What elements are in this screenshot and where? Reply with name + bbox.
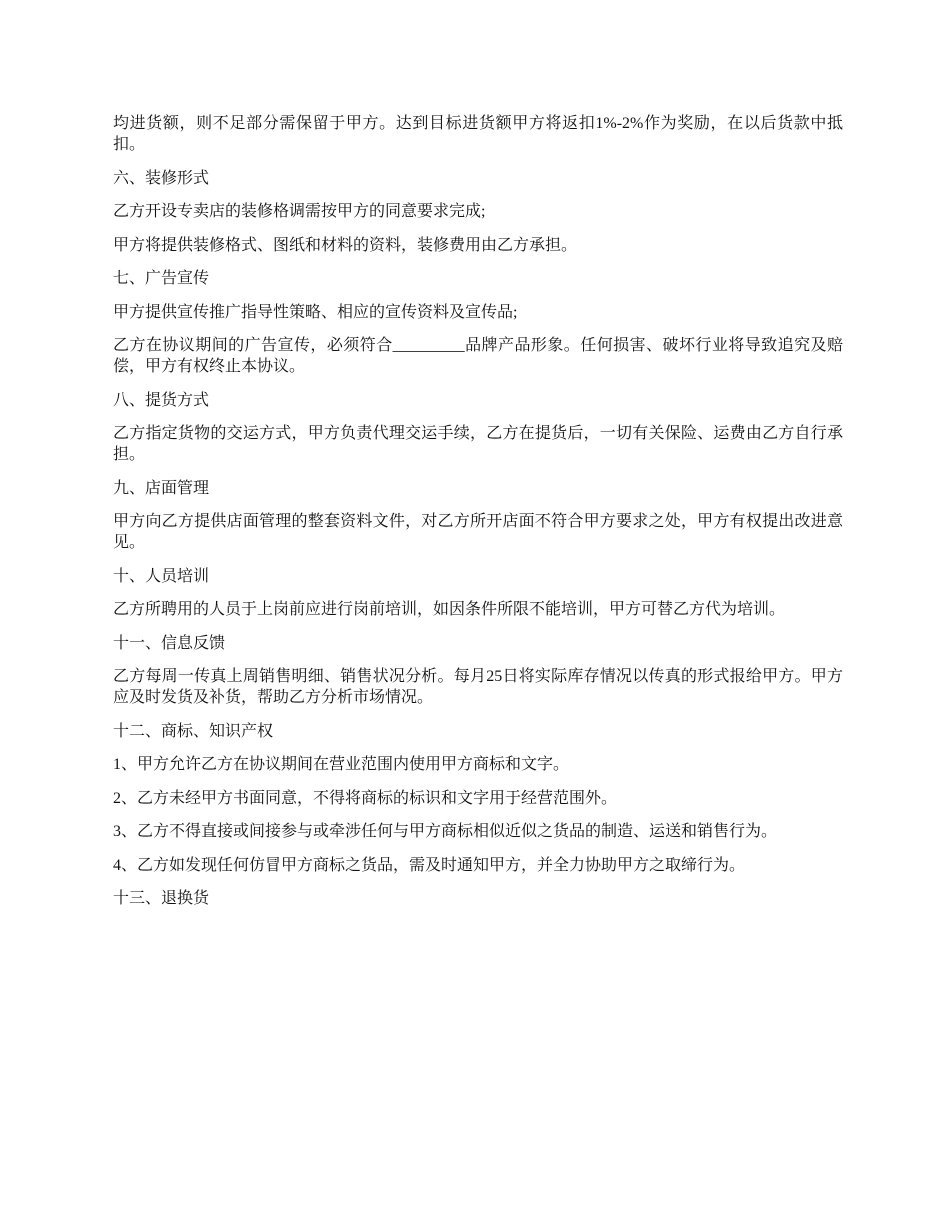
section-heading-store-management: 九、店面管理	[113, 479, 210, 497]
paragraph-trademark-3: 3、乙方不得直接或间接参与或牵涉任何与甲方商标相似近似之货品的制造、运送和销售行为。	[113, 823, 778, 840]
paragraph-decoration-style: 乙方开设专卖店的装修格调需按甲方的同意要求完成;	[113, 203, 486, 220]
section-heading-decoration: 六、装修形式	[113, 169, 210, 187]
section-heading-feedback: 十一、信息反馈	[113, 634, 226, 652]
paragraph-feedback: 乙方每周一传真上周销售明细、销售状况分析。每月25日将实际库存情况以传真的形式报给甲方。甲方应及时发货及补货，帮助乙方分析市场情况。	[113, 668, 843, 706]
paragraph-decoration-cost: 甲方将提供装修格式、图纸和材料的资料，装修费用由乙方承担。	[113, 236, 578, 254]
paragraph-advertising-brand-image: 乙方在协议期间的广告宣传，必须符合_________品牌产品形象。任何损害、破坏行业将导致追究及赔偿，甲方有权终止本协议。	[113, 337, 843, 375]
paragraph-trademark-2: 2、乙方未经甲方书面同意，不得将商标的标识和文字用于经营范围外。	[113, 789, 618, 807]
paragraph-trademark-4: 4、乙方如发现任何仿冒甲方商标之货品，需及时通知甲方，并全力协助甲方之取缔行为。	[113, 856, 746, 874]
paragraph-target-purchase-continued: 均进货额，则不足部分需保留于甲方。达到目标进货额甲方将返扣1%-2%作为奖励，在以后货款中抵扣。	[113, 115, 843, 153]
section-heading-pickup: 八、提货方式	[113, 391, 210, 409]
section-heading-trademark: 十二、商标、知识产权	[113, 722, 274, 740]
section-heading-advertising: 七、广告宣传	[113, 270, 210, 287]
document-page	[113, 113, 843, 922]
paragraph-trademark-1: 1、甲方允许乙方在协议期间在营业范围内使用甲方商标和文字。	[113, 756, 570, 773]
section-heading-staff-training: 十、人员培训	[113, 567, 210, 585]
paragraph-staff-training: 乙方所聘用的人员于上岗前应进行岗前培训，如因条件所限不能培训，甲方可替乙方代为培训。	[113, 601, 786, 618]
section-heading-returns: 十三、退换货	[113, 890, 210, 907]
paragraph-store-management: 甲方向乙方提供店面管理的整套资料文件，对乙方所开店面不符合甲方要求之处，甲方有权提出改进意见。	[113, 513, 843, 551]
paragraph-pickup-shipping: 乙方指定货物的交运方式，甲方负责代理交运手续，乙方在提货后，一切有关保险、运费由乙方自行承担。	[113, 425, 843, 463]
paragraph-advertising-materials: 甲方提供宣传推广指导性策略、相应的宣传资料及宣传品;	[113, 303, 518, 321]
